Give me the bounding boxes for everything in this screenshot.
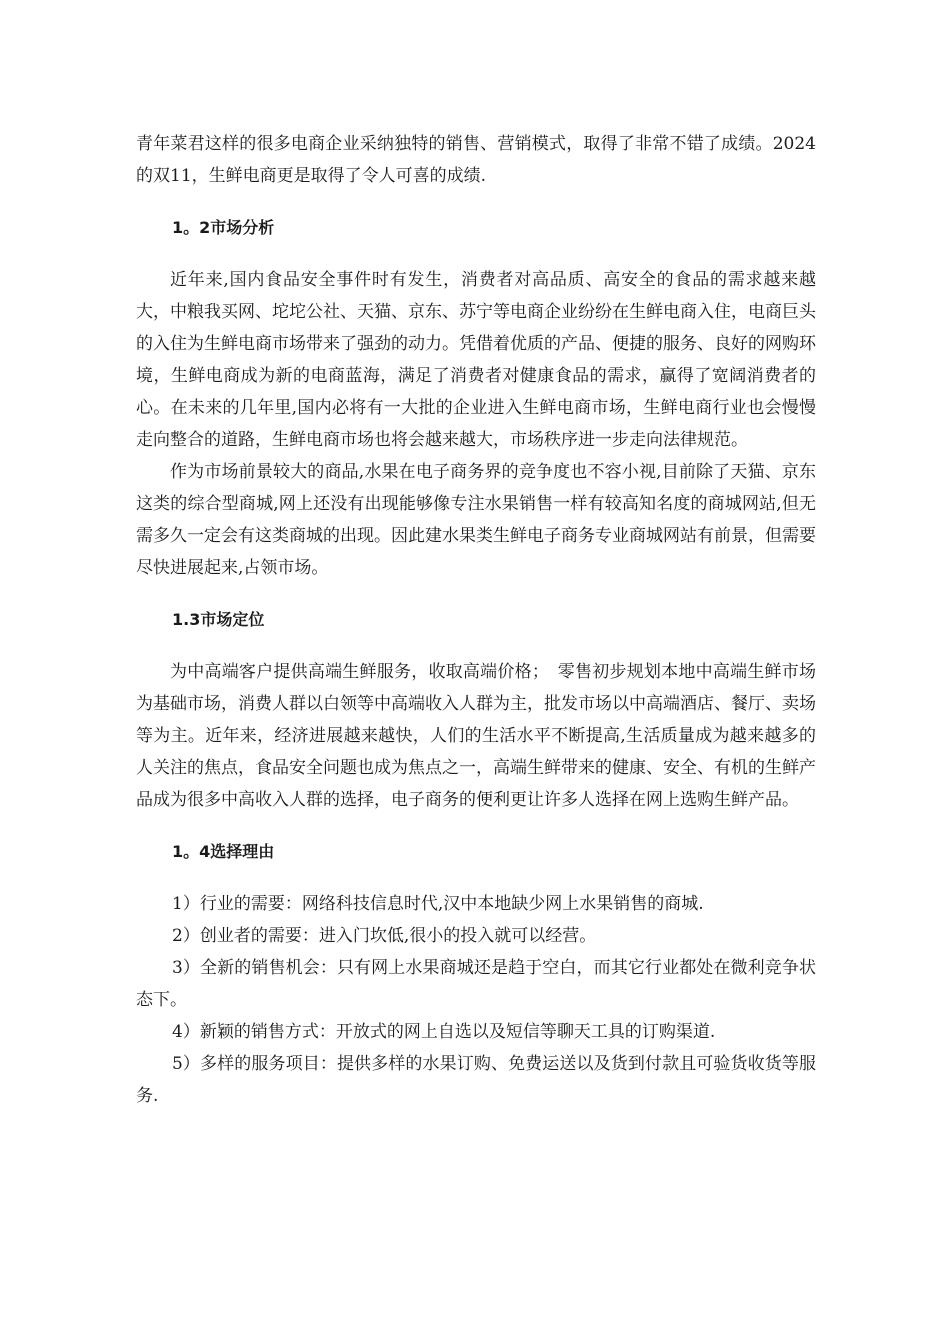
reason-item-5: 5）多样的服务项目：提供多样的水果订购、免费运送以及货到付款且可验货收货等服务.: [136, 1054, 816, 1106]
spacer: [136, 192, 816, 212]
spacer: [136, 244, 816, 264]
spacer: [136, 636, 816, 656]
spacer: [136, 868, 816, 888]
section-heading-selection-reasons: 1。4选择理由: [172, 842, 275, 861]
market-analysis-paragraph-1: 近年来,国内食品安全事件时有发生，消费者对高品质、高安全的食品的需求越来越大，中粮我买网、坨坨公社、天猫、京东、苏宁等电商企业纷纷在生鲜电商入住，电商巨头的入住为生鲜电商市场带来了强劲的动力。凭借着优质的产品、便捷的服务、良好的网购环境，生鲜电商成为新的电商蓝海，满足了消费者对健康食品的需求，赢得了宽阔消费者的心。在未来的几年里,国内必将有一大批的企业进入生鲜电商市场，生鲜电商行业也会慢慢走向整合的道路，生鲜电商市场也将会越来越大，市场秩序进一步走向法律规范。: [136, 270, 816, 450]
reason-item-3: 3）全新的销售机会：只有网上水果商城还是趋于空白，而其它行业都处在微利竞争状态下。: [136, 958, 816, 1010]
section-heading-market-positioning: 1.3市场定位: [172, 610, 265, 629]
section-heading-market-analysis: 1。2市场分析: [172, 218, 275, 237]
market-positioning-paragraph: 为中高端客户提供高端生鲜服务，收取高端价格； 零售初步规划本地中高端生鲜市场为基础市场，消费人群以白领等中高端收入人群为主，批发市场以中高端酒店、餐厅、卖场等为主。近年来，经济进展越来越快，人们的生活水平不断提高,生活质量成为越来越多的人关注的焦点，食品安全问题也成为焦点之一，高端生鲜带来的健康、安全、有机的生鲜产品成为很多中高收入人群的选择，电子商务的便利更让许多人选择在网上选购生鲜产品。: [136, 662, 816, 810]
reason-item-1: 1）行业的需要：网络科技信息时代,汉中本地缺少网上水果销售的商城.: [172, 894, 704, 914]
reason-item-4: 4）新颖的销售方式：开放式的网上自选以及短信等聊天工具的订购渠道.: [172, 1022, 716, 1042]
market-analysis-paragraph-2: 作为市场前景较大的商品,水果在电子商务界的竞争度也不容小视,目前除了天猫、京东这类的综合型商城,网上还没有出现能够像专注水果销售一样有较高知名度的商城网站,但无需多久一定会有这类商城的出现。因此建水果类生鲜电子商务专业商城网站有前景，但需要尽快进展起来,占领市场。: [136, 462, 816, 578]
spacer: [136, 584, 816, 604]
intro-paragraph: 青年菜君这样的很多电商企业采纳独特的销售、营销模式，取得了非常不错了成绩。2024的双11，生鲜电商更是取得了令人可喜的成绩.: [136, 134, 816, 186]
reason-item-2: 2）创业者的需要：进入门坎低,很小的投入就可以经营。: [172, 926, 597, 946]
spacer: [136, 816, 816, 836]
document-page: [136, 128, 816, 1112]
